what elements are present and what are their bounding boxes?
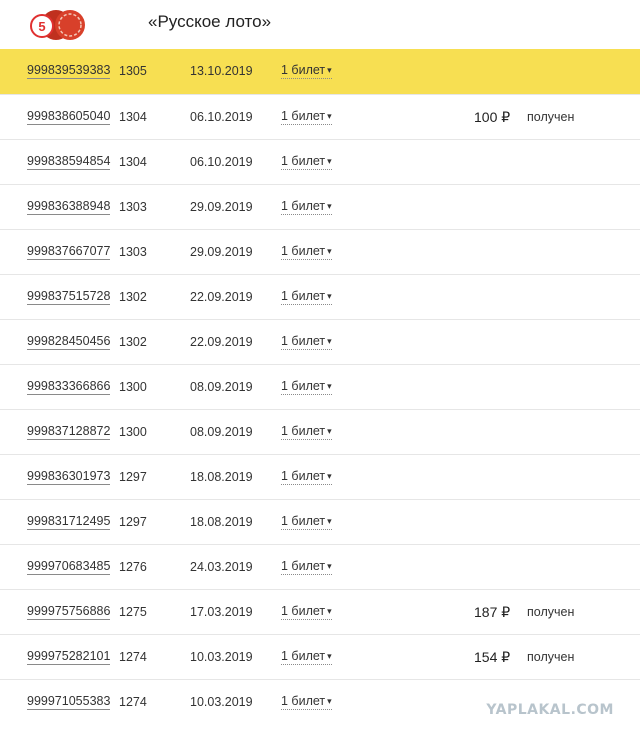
- prize-status: получен: [527, 110, 575, 124]
- draw-number: 1297: [119, 470, 147, 484]
- ticket-number-link[interactable]: 999970683485: [27, 559, 111, 573]
- ticket-number-link[interactable]: 999975756886: [27, 604, 111, 618]
- ticket-row: [0, 544, 640, 589]
- caret-down-icon: ▾: [327, 426, 332, 436]
- tickets-dropdown[interactable]: [281, 108, 332, 125]
- tickets-count: 1 билет: [281, 199, 326, 213]
- prize-amount: 154 ₽: [474, 649, 511, 665]
- draw-date: 22.09.2019: [190, 290, 253, 304]
- draw-date: 29.09.2019: [190, 200, 253, 214]
- caret-down-icon: ▾: [327, 651, 332, 661]
- tickets-dropdown[interactable]: [281, 513, 332, 530]
- game-title: «Русское лото»: [148, 12, 272, 31]
- tickets-count: 1 билет: [281, 334, 326, 348]
- tickets-count: 1 билет: [281, 424, 326, 438]
- tickets-dropdown[interactable]: [281, 693, 332, 710]
- draw-number: 1302: [119, 290, 147, 304]
- ticket-row: [0, 499, 640, 544]
- tickets-dropdown[interactable]: [281, 198, 332, 215]
- ticket-number-link[interactable]: 999837515728: [27, 289, 111, 303]
- tickets-dropdown[interactable]: [281, 423, 332, 440]
- tickets-dropdown[interactable]: [281, 378, 332, 395]
- draw-date: 22.09.2019: [190, 335, 253, 349]
- tickets-count: 1 билет: [281, 469, 326, 483]
- draw-date: 10.03.2019: [190, 695, 253, 709]
- draw-date: 06.10.2019: [190, 110, 253, 124]
- tickets-dropdown[interactable]: [281, 243, 332, 260]
- tickets-count: 1 билет: [281, 63, 326, 77]
- draw-date: 08.09.2019: [190, 425, 253, 439]
- caret-down-icon: ▾: [327, 336, 332, 346]
- draw-number: 1305: [119, 64, 147, 78]
- ticket-row: [0, 139, 640, 184]
- draw-date: 10.03.2019: [190, 650, 253, 664]
- draw-number: 1302: [119, 335, 147, 349]
- caret-down-icon: ▾: [327, 201, 332, 211]
- draw-date: 17.03.2019: [190, 605, 253, 619]
- ticket-row: [0, 409, 640, 454]
- tickets-count: 1 билет: [281, 109, 326, 123]
- ticket-row: [0, 229, 640, 274]
- ticket-number-link[interactable]: 999828450456: [27, 334, 111, 348]
- ticket-row: [0, 634, 640, 679]
- caret-down-icon: ▾: [327, 156, 332, 166]
- draw-number: 1303: [119, 245, 147, 259]
- ticket-number-link[interactable]: 999971055383: [27, 694, 111, 708]
- ticket-row: [0, 454, 640, 499]
- tickets-dropdown[interactable]: [281, 288, 332, 305]
- tickets-count: 1 билет: [281, 154, 326, 168]
- ticket-row: [0, 364, 640, 409]
- prize-amount: 100 ₽: [474, 109, 511, 125]
- draw-number: 1276: [119, 560, 147, 574]
- tickets-dropdown[interactable]: [281, 333, 332, 350]
- draw-number: 1303: [119, 200, 147, 214]
- ticket-row: [0, 184, 640, 229]
- draw-number: 1300: [119, 425, 147, 439]
- tickets-count: 1 билет: [281, 694, 326, 708]
- caret-down-icon: ▾: [327, 471, 332, 481]
- ticket-row: [0, 589, 640, 634]
- ticket-row: [0, 49, 640, 94]
- draw-date: 08.09.2019: [190, 380, 253, 394]
- ticket-number-link[interactable]: 999836388948: [27, 199, 111, 213]
- tickets-dropdown[interactable]: [281, 603, 332, 620]
- caret-down-icon: ▾: [327, 696, 332, 706]
- russkoe-loto-logo: [30, 8, 94, 42]
- ticket-row: [0, 319, 640, 364]
- ticket-row: [0, 274, 640, 319]
- caret-down-icon: ▾: [327, 561, 332, 571]
- tickets-dropdown[interactable]: [281, 62, 332, 79]
- ticket-number-link[interactable]: 999838605040: [27, 109, 111, 123]
- caret-down-icon: ▾: [327, 65, 332, 75]
- ticket-row: [0, 94, 640, 139]
- ticket-number-link[interactable]: 999833366866: [27, 379, 111, 393]
- tickets-count: 1 билет: [281, 559, 326, 573]
- ticket-number-link[interactable]: 999836301973: [27, 469, 111, 483]
- draw-date: 06.10.2019: [190, 155, 253, 169]
- draw-number: 1274: [119, 650, 147, 664]
- ticket-number-link[interactable]: 999837667077: [27, 244, 111, 258]
- draw-date: 24.03.2019: [190, 560, 253, 574]
- draw-number: 1304: [119, 110, 147, 124]
- tickets-dropdown[interactable]: [281, 558, 332, 575]
- draw-number: 1304: [119, 155, 147, 169]
- prize-status: получен: [527, 605, 575, 619]
- tickets-dropdown[interactable]: [281, 153, 332, 170]
- ticket-number-link[interactable]: 999838594854: [27, 154, 111, 168]
- draw-date: 13.10.2019: [190, 64, 253, 78]
- draw-date: 18.08.2019: [190, 515, 253, 529]
- watermark: YAPLAKAL.COM: [486, 702, 614, 718]
- tickets-count: 1 билет: [281, 379, 326, 393]
- ticket-list: [0, 49, 640, 724]
- tickets-count: 1 билет: [281, 289, 326, 303]
- caret-down-icon: ▾: [327, 516, 332, 526]
- draw-date: 18.08.2019: [190, 470, 253, 484]
- ticket-number-link[interactable]: 999975282101: [27, 649, 111, 663]
- caret-down-icon: ▾: [327, 111, 332, 121]
- svg-text:5: 5: [38, 19, 46, 34]
- game-header: [0, 0, 640, 48]
- draw-number: 1300: [119, 380, 147, 394]
- tickets-count: 1 билет: [281, 649, 326, 663]
- draw-number: 1275: [119, 605, 147, 619]
- tickets-dropdown[interactable]: [281, 648, 332, 665]
- caret-down-icon: ▾: [327, 246, 332, 256]
- prize-status: получен: [527, 650, 575, 664]
- draw-date: 29.09.2019: [190, 245, 253, 259]
- caret-down-icon: ▾: [327, 381, 332, 391]
- tickets-count: 1 билет: [281, 244, 326, 258]
- caret-down-icon: ▾: [327, 291, 332, 301]
- ticket-number-link[interactable]: 999831712495: [27, 514, 111, 528]
- prize-amount: 187 ₽: [474, 604, 511, 620]
- ticket-number-link[interactable]: 999837128872: [27, 424, 111, 438]
- draw-number: 1274: [119, 695, 147, 709]
- ticket-number-link[interactable]: 999839539383: [27, 63, 111, 77]
- tickets-count: 1 билет: [281, 514, 326, 528]
- draw-number: 1297: [119, 515, 147, 529]
- caret-down-icon: ▾: [327, 606, 332, 616]
- tickets-count: 1 билет: [281, 604, 326, 618]
- tickets-dropdown[interactable]: [281, 468, 332, 485]
